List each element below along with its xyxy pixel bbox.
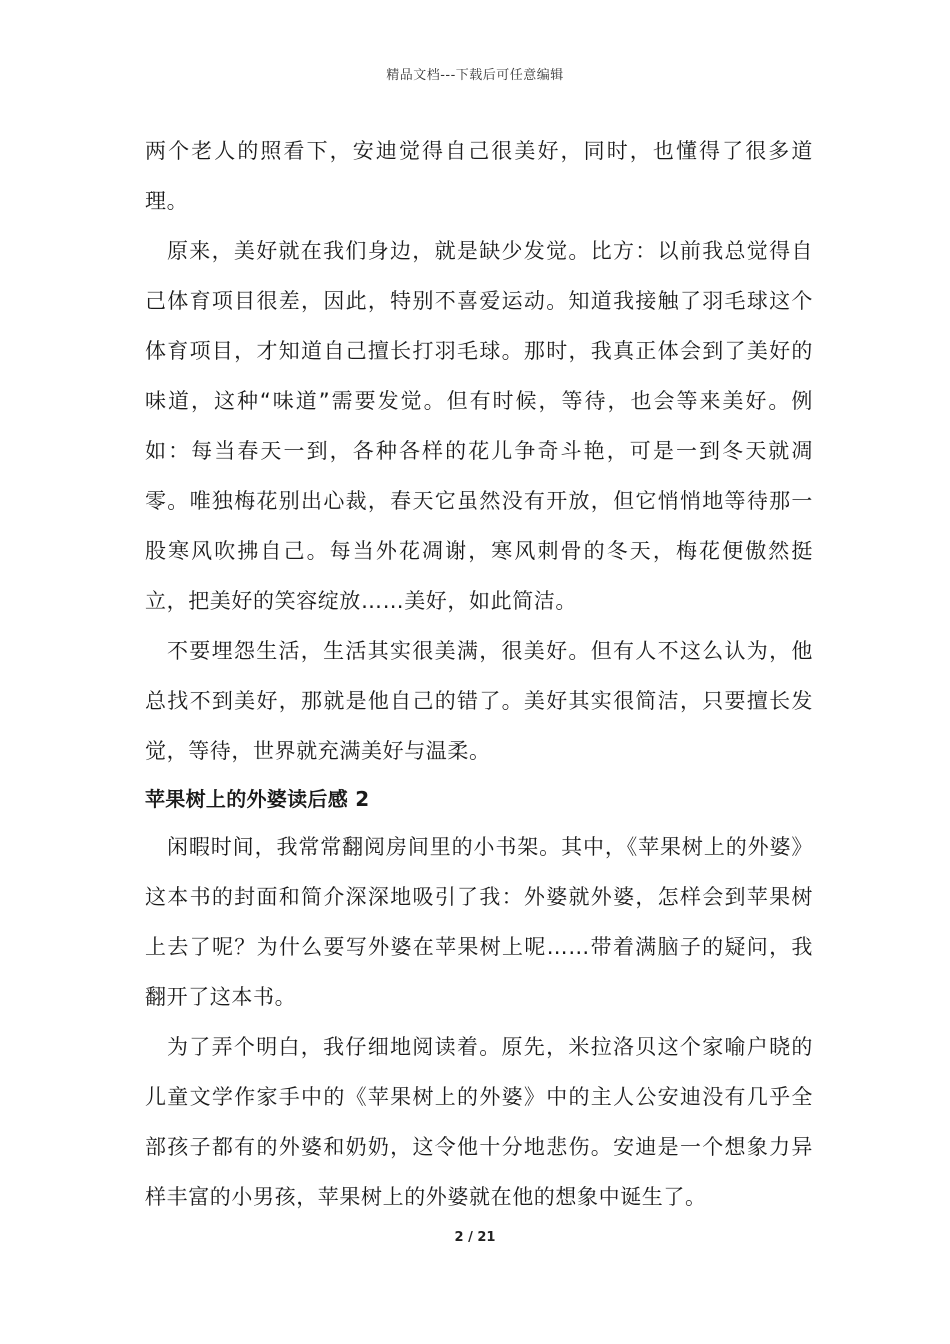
page-number: 2 / 21: [454, 1230, 496, 1245]
document-body: [145, 126, 813, 1222]
paragraph: 闲暇时间，我常常翻阅房间里的小书架。其中，《苹果树上的外婆》这本书的封面和简介深深地吸引了我：外婆就外婆，怎样会到苹果树上去了呢？为什么要写外婆在苹果树上呢……带着满脑子的疑问，我翻开了这本书。: [145, 835, 813, 1009]
paragraph: 为了弄个明白，我仔细地阅读着。原先，米拉洛贝这个家喻户晓的儿童文学作家手中的《苹果树上的外婆》中的主人公安迪没有几乎全部孩子都有的外婆和奶奶，这令他十分地悲伤。安迪是一个想象力异样丰富的小男孩，苹果树上的外婆就在他的想象中诞生了。: [145, 1035, 813, 1209]
section-title: 苹果树上的外婆读后感 2: [145, 787, 370, 811]
paragraph: 原来，美好就在我们身边，就是缺少发觉。比方：以前我总觉得自己体育项目很差，因此，特别不喜爱运动。知道我接触了羽毛球这个体育项目，才知道自己擅长打羽毛球。那时，我真正体会到了美好的味道，这种“味道”需要发觉。但有时候，等待，也会等来美好。例如：每当春天一到，各种各样的花儿争奇斗艳，可是一到冬天就凋零。唯独梅花别出心裁，春天它虽然没有开放，但它悄悄地等待那一股寒风吹拂自己。每当外花凋谢，寒风刺骨的冬天，梅花便傲然挺立，把美好的笑容绽放……美好，如此简洁。: [145, 239, 813, 613]
page-header: 精品文档---下载后可任意编辑: [386, 68, 564, 83]
paragraph-continuation: 两个老人的照看下，安迪觉得自己很美好，同时，也懂得了很多道理。: [145, 139, 813, 213]
paragraph: 不要埋怨生活，生活其实很美满，很美好。但有人不这么认为，他总找不到美好，那就是他自己的错了。美好其实很简洁，只要擅长发觉，等待，世界就充满美好与温柔。: [145, 639, 813, 763]
